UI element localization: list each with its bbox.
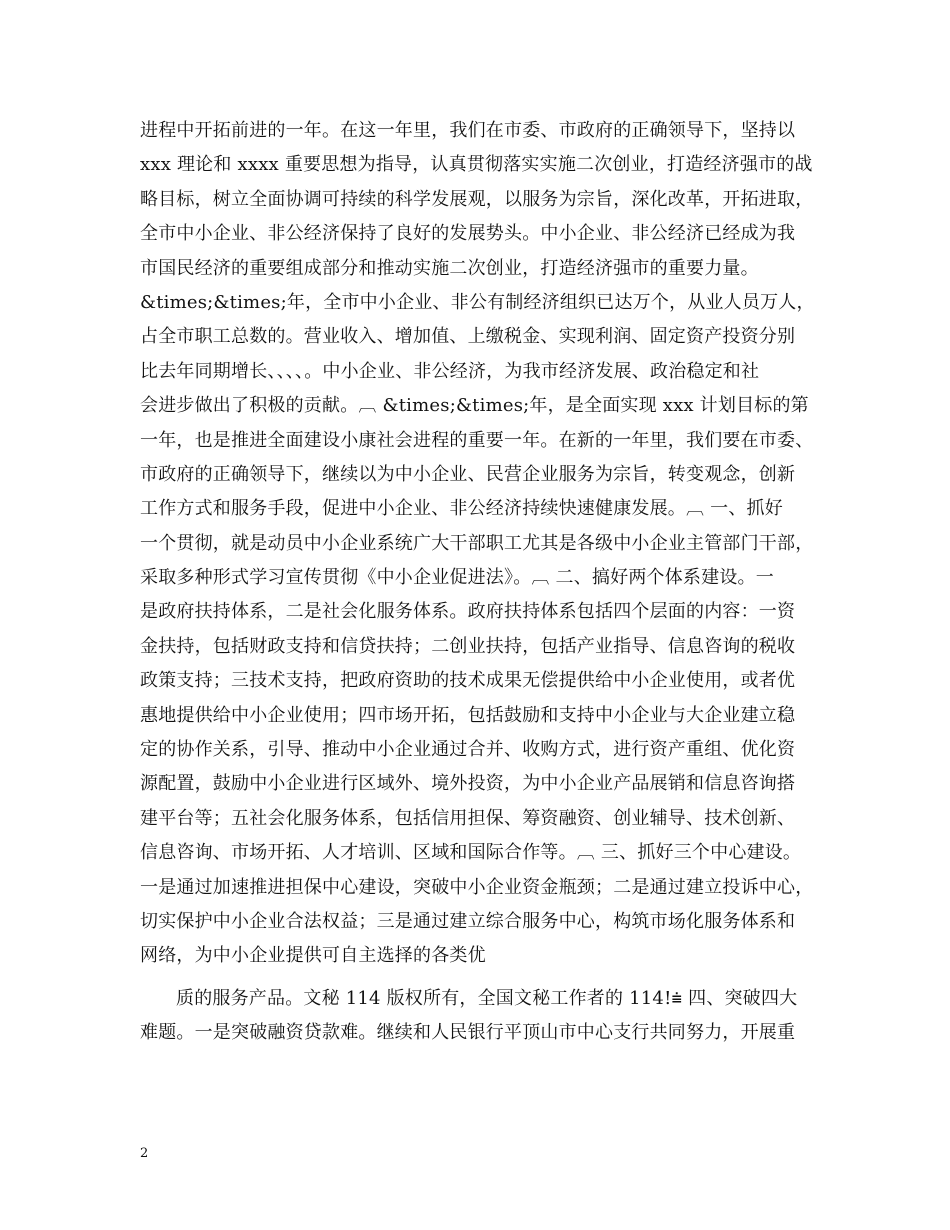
text-line: 切实保护中小企业合法权益；三是通过建立综合服务中心，构筑市场化服务体系和 (140, 910, 796, 932)
text-line: &times;&times;年，全市中小企业、非公有制经济组织已达万个，从业人员万人， (140, 291, 815, 313)
text-line: 采取多种形式学习宣传贯彻《中小企业促进法》。︹ 二、搞好两个体系建设。一 (140, 567, 774, 589)
text-line: 金扶持，包括财政支持和信贷扶持；二创业扶持，包括产业指导、信息咨询的税收 (140, 635, 796, 657)
text-line: 进程中开拓前进的一年。在这一年里，我们在市委、市政府的正确领导下，坚持以 (140, 120, 796, 141)
text-line: 难题。一是突破融资贷款难。继续和人民银行平顶山市中心支行共同努力，开展重 (140, 1022, 796, 1044)
text-line: 市政府的正确领导下，继续以为中小企业、民营企业服务为宗旨，转变观念，创新 (140, 463, 796, 485)
text-line: 占全市职工总数的。营业收入、增加值、上缴税金、实现利润、固定资产投资分别 (140, 326, 796, 348)
text-line: 信息咨询、市场开拓、人才培训、区域和国际合作等。︹ 三、抓好三个中心建设。 (140, 842, 802, 864)
body-text (140, 114, 815, 1051)
text-line: 一是通过加速推进担保中心建设，突破中小企业资金瓶颈；二是通过建立投诉中心， (140, 876, 814, 898)
text-line: 市国民经济的重要组成部分和推动实施二次创业，打造经济强市的重要力量。 (140, 257, 759, 279)
text-line: 惠地提供给中小企业使用；四市场开拓，包括鼓励和支持中小企业与大企业建立稳 (140, 704, 796, 726)
page-number: 2 (140, 1146, 149, 1161)
text-line: xxx 理论和 xxxx 重要思想为指导，认真贯彻落实实施二次创业，打造经济强市的战 (140, 154, 813, 176)
text-line: 一个贯彻，就是动员中小企业系统广大干部职工尤其是各级中小企业主管部门干部， (140, 532, 814, 554)
text-line: 略目标，树立全面协调可持续的科学发展观，以服务为宗旨，深化改革，开拓进取， (140, 188, 814, 210)
text-line: 是政府扶持体系，二是社会化服务体系。政府扶持体系包括四个层面的内容：一资 (140, 601, 796, 623)
text-line: 建平台等；五社会化服务体系，包括信用担保、筹资融资、创业辅导、技术创新、 (140, 807, 796, 829)
text-line: 质的服务产品。文秘 114 版权所有，全国文秘工作者的 114!⩧ 四、突破四大 (176, 987, 798, 1009)
text-line: 工作方式和服务手段，促进中小企业、非公经济持续快速健康发展。︹ 一、抓好 (140, 498, 783, 520)
text-line: 源配置，鼓励中小企业进行区域外、境外投资，为中小企业产品展销和信息咨询搭 (140, 773, 796, 795)
text-line: 全市中小企业、非公经济保持了良好的发展势头。中小企业、非公经济已经成为我 (140, 223, 796, 245)
text-line: 网络，为中小企业提供可自主选择的各类优 (140, 945, 486, 967)
text-line: 会进步做出了积极的贡献。︹ &times;&times;年，是全面实现 xxx 计划目标的第 (140, 395, 809, 417)
text-line: 一年，也是推进全面建设小康社会进程的重要一年。在新的一年里，我们要在市委、 (140, 429, 814, 451)
text-line: 政策支持；三技术支持，把政府资助的技术成果无偿提供给中小企业使用，或者优 (140, 670, 796, 692)
text-line: 定的协作关系，引导、推动中小企业通过合并、收购方式，进行资产重组、优化资 (140, 739, 796, 761)
text-line: 比去年同期增长、、、、。中小企业、非公经济，为我市经济发展、政治稳定和社 (140, 360, 760, 382)
